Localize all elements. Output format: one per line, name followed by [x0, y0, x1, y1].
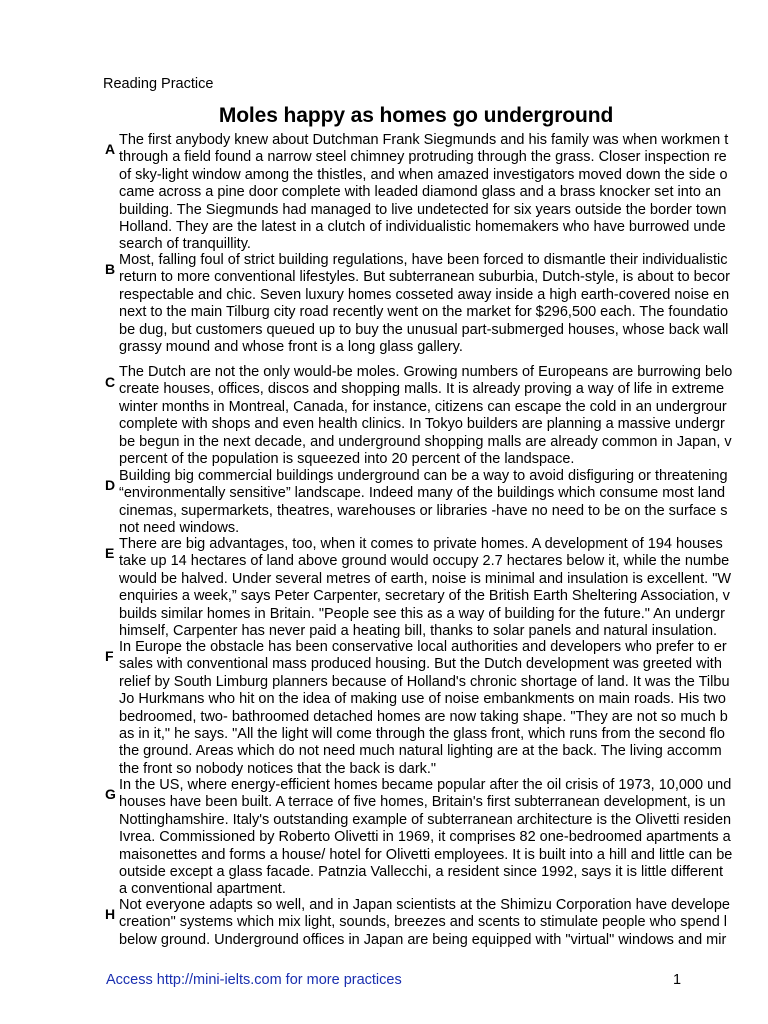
- paragraph-f: [119, 639, 768, 778]
- paragraph-line: Ivrea. Commissioned by Roberto Olivetti in 1969, it comprises 82 one-bedroomed apartments a: [119, 829, 731, 846]
- paragraph-line: next to the main Tilburg city road recently went on the market for $296,500 each. The foundatio: [119, 304, 729, 321]
- paragraph-line: Building big commercial buildings underground can be a way to avoid disfiguring or threatening: [119, 468, 728, 484]
- paragraph-line: builds similar homes in Britain. "People see this as a way of building for the future." An undergr: [119, 605, 725, 622]
- paragraph-line: take up 14 hectares of land above ground would occupy 2.7 hectares below it, while the numbe: [119, 553, 730, 570]
- paragraph-line: bedroomed, two- bathroomed detached homes are now taking shape. "They are not so much b: [119, 708, 728, 725]
- paragraph-line: complete with shops and even health clinics. In Tokyo builders are planning a massive undergr: [119, 416, 725, 433]
- paragraph-h: [119, 897, 768, 949]
- paragraph-line: as in it," he says. "All the light will come through the glass front, which runs from the second flo: [119, 726, 725, 743]
- paragraph-line: cinemas, supermarkets, theatres, warehouses or libraries -have no need to be on the surface s: [119, 502, 728, 519]
- paragraph-line: The Dutch are not the only would-be moles. Growing numbers of Europeans are burrowing belo: [119, 364, 733, 380]
- paragraph-a: [119, 132, 768, 254]
- paragraph-letter-d: D: [105, 477, 116, 493]
- paragraph-line: There are big advantages, too, when it comes to private homes. A development of 194 houses: [119, 536, 723, 552]
- paragraph-line: the ground. Areas which do not need much natural lighting are at the back. The living accomm: [119, 743, 722, 760]
- paragraph-line: not need windows.: [119, 520, 240, 537]
- paragraph-line: outside except a glass facade. Patnzia Vallecchi, a resident since 1992, says it is little different: [119, 864, 723, 881]
- paragraph-e: [119, 536, 768, 640]
- paragraph-line: Most, falling foul of strict building regulations, have been forced to dismantle their individualistic: [119, 252, 728, 268]
- paragraph-letter-b: B: [105, 261, 116, 277]
- paragraph-line: a conventional apartment.: [119, 881, 286, 898]
- paragraph-letter-c: C: [105, 374, 116, 390]
- paragraph-line: building. The Siegmunds had managed to live undetected for six years outside the border town: [119, 201, 727, 218]
- footer-link[interactable]: Access http://mini-ielts.com for more practices: [106, 972, 402, 988]
- paragraph-line: be dug, but customers queued up to buy the unusual part-submerged houses, whose back wall: [119, 321, 729, 338]
- paragraph-c: [119, 364, 768, 468]
- paragraph-line: below ground. Underground offices in Japan are being equipped with "virtual" windows and mir: [119, 931, 727, 948]
- paragraph-letter-g: G: [105, 786, 116, 802]
- paragraph-line: enquiries a week,” says Peter Carpenter, secretary of the British Earth Sheltering Association, v: [119, 588, 730, 605]
- paragraph-line: through a field found a narrow steel chimney protruding through the grass. Closer inspection re: [119, 149, 727, 166]
- paragraph-line: In the US, where energy-efficient homes became popular after the oil crisis of 1973, 10,000 und: [119, 777, 732, 793]
- paragraph-line: creation" systems which mix light, sounds, breezes and scents to stimulate people who spend l: [119, 914, 728, 931]
- paragraph-line: respectable and chic. Seven luxury homes cosseted away inside a high earth-covered noise en: [119, 286, 730, 303]
- paragraph-line: maisonettes and forms a house/ hotel for Olivetti employees. It is built into a hill and little can be: [119, 846, 733, 863]
- paragraph-letter-f: F: [105, 648, 114, 664]
- page-number: 1: [673, 972, 682, 988]
- paragraph-g: [119, 777, 768, 899]
- paragraph-line: came across a pine door complete with leaded diamond glass and a brass knocker set into an: [119, 184, 722, 201]
- paragraph-line: winter months in Montreal, Canada, for instance, citizens can escape the cold in an undergrour: [119, 398, 727, 415]
- paragraph-line: sales with conventional mass produced housing. But the Dutch development was greeted with: [119, 656, 722, 673]
- paragraph-line: Jo Hurkmans who hit on the idea of making use of noise embankments on main roads. His two: [119, 691, 726, 708]
- paragraph-line: In Europe the obstacle has been conservative local authorities and developers who prefer to er: [119, 639, 727, 655]
- article-title: Moles happy as homes go underground: [218, 104, 614, 127]
- paragraph-line: grassy mound and whose front is a long glass gallery.: [119, 339, 463, 356]
- paragraph-line: would be halved. Under several metres of earth, noise is minimal and insulation is excellent. "W: [119, 570, 732, 587]
- paragraph-line: “environmentally sensitive” landscape. Indeed many of the buildings which consume most land: [119, 485, 726, 502]
- paragraph-line: of sky-light window among the thistles, and when amazed investigators moved down the side o: [119, 166, 728, 183]
- header-label: Reading Practice: [103, 76, 214, 92]
- paragraph-line: percent of the population is squeezed into 20 percent of the landspace.: [119, 451, 575, 468]
- paragraph-line: houses have been built. A terrace of five homes, Britain's first subterranean development, is un: [119, 794, 726, 811]
- paragraph-letter-h: H: [105, 906, 116, 922]
- paragraph-line: Holland. They are the latest in a clutch of individualistic homemakers who have burrowed unde: [119, 219, 726, 236]
- paragraph-line: himself, Carpenter has never paid a heating bill, thanks to solar panels and natural insulation.: [119, 623, 718, 640]
- paragraph-line: Not everyone adapts so well, and in Japan scientists at the Shimizu Corporation have develope: [119, 897, 730, 913]
- paragraph-b: [119, 252, 768, 356]
- paragraph-line: return to more conventional lifestyles. But subterranean suburbia, Dutch-style, is about to becor: [119, 269, 730, 286]
- paragraph-line: The first anybody knew about Dutchman Frank Siegmunds and his family was when workmen t: [119, 132, 729, 148]
- paragraph-letter-e: E: [105, 545, 115, 561]
- paragraph-line: the front so nobody notices that the back is dark.": [119, 760, 437, 777]
- paragraph-d: [119, 468, 768, 538]
- paragraph-letter-a: A: [105, 141, 116, 157]
- paragraph-line: create houses, offices, discos and shopping malls. It is already proving a way of life in extreme: [119, 381, 725, 398]
- paragraph-line: relief by South Limburg planners because of Holland's chronic shortage of land. It was the Tilbu: [119, 673, 730, 690]
- paragraph-line: search of tranquillity.: [119, 236, 251, 253]
- paragraph-line: Nottinghamshire. Italy's outstanding example of subterranean architecture is the Olivetti residen: [119, 811, 732, 828]
- paragraph-line: be begun in the next decade, and underground shopping malls are already common in Japan, v: [119, 433, 732, 450]
